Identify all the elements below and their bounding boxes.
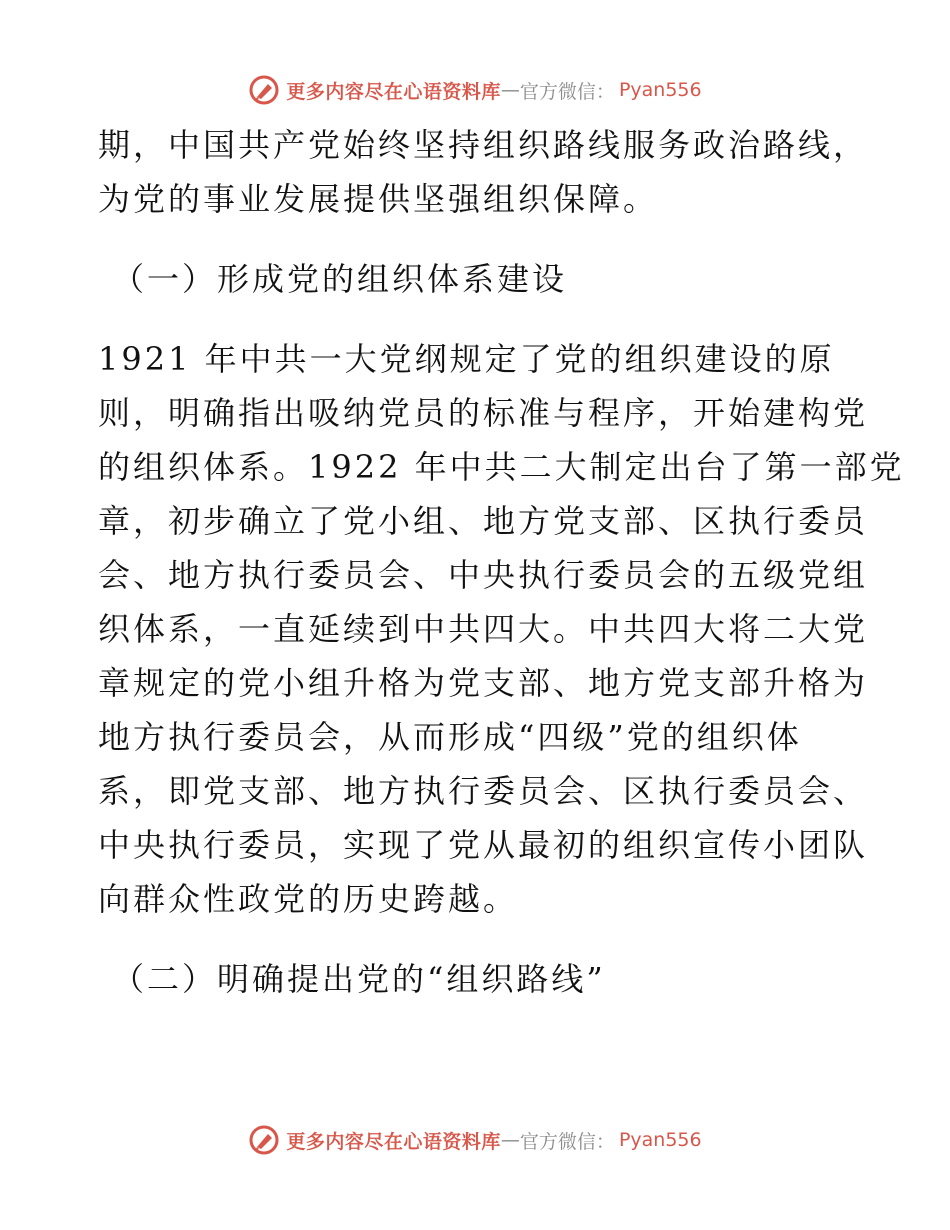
- text-line: 向群众性政党的历史跨越。: [98, 880, 519, 918]
- watermark-brand: Pyan556: [618, 1129, 702, 1151]
- document-body: [98, 118, 905, 1006]
- text-line: 为党的事业发展提供坚强组织保障。: [98, 180, 659, 218]
- text-line: 则，明确指出吸纳党员的标准与程序，开始建构党: [98, 394, 869, 432]
- pen-circle-icon: [248, 74, 280, 106]
- text-line: 期，中国共产党始终坚持组织路线服务政治路线，: [98, 126, 869, 164]
- text-line: 1921 年中共一大党纲规定了党的组织建设的原: [98, 340, 835, 378]
- section-heading-1: （一）形成党的组织体系建设: [112, 260, 568, 298]
- watermark-grey-text: 官方微信：: [519, 1130, 615, 1153]
- watermark-red-text: 更多内容尽在心语资料库: [286, 80, 501, 103]
- watermark-dash: —: [500, 79, 520, 101]
- header-watermark: [0, 70, 950, 110]
- text-line: 章，初步确立了党小组、地方党支部、区执行委员: [98, 502, 869, 540]
- text-line: 地方执行委员会，从而形成“四级”党的组织体: [98, 718, 802, 756]
- pen-circle-icon: [248, 1124, 280, 1156]
- watermark-dash: —: [500, 1129, 520, 1151]
- text-line: 系，即党支部、地方执行委员会、区执行委员会、: [98, 772, 869, 810]
- section-heading-2: （二）明确提出党的“组织路线”: [112, 960, 606, 998]
- intro-paragraph: [98, 118, 868, 226]
- text-line: 中央执行委员，实现了党从最初的组织宣传小团队: [98, 826, 869, 864]
- watermark-red-text: 更多内容尽在心语资料库: [286, 1130, 501, 1153]
- watermark-brand: Pyan556: [618, 79, 702, 101]
- text-line: 会、地方执行委员会、中央执行委员会的五级党组: [98, 556, 869, 594]
- text-line: 的组织体系。1922 年中共二大制定出台了第一部党: [98, 448, 905, 486]
- paragraph-1: [98, 332, 905, 926]
- watermark-grey-text: 官方微信：: [519, 80, 615, 103]
- text-line: 章规定的党小组升格为党支部、地方党支部升格为: [98, 664, 869, 702]
- footer-watermark: [0, 1120, 950, 1160]
- text-line: 织体系，一直延续到中共四大。中共四大将二大党: [98, 610, 869, 648]
